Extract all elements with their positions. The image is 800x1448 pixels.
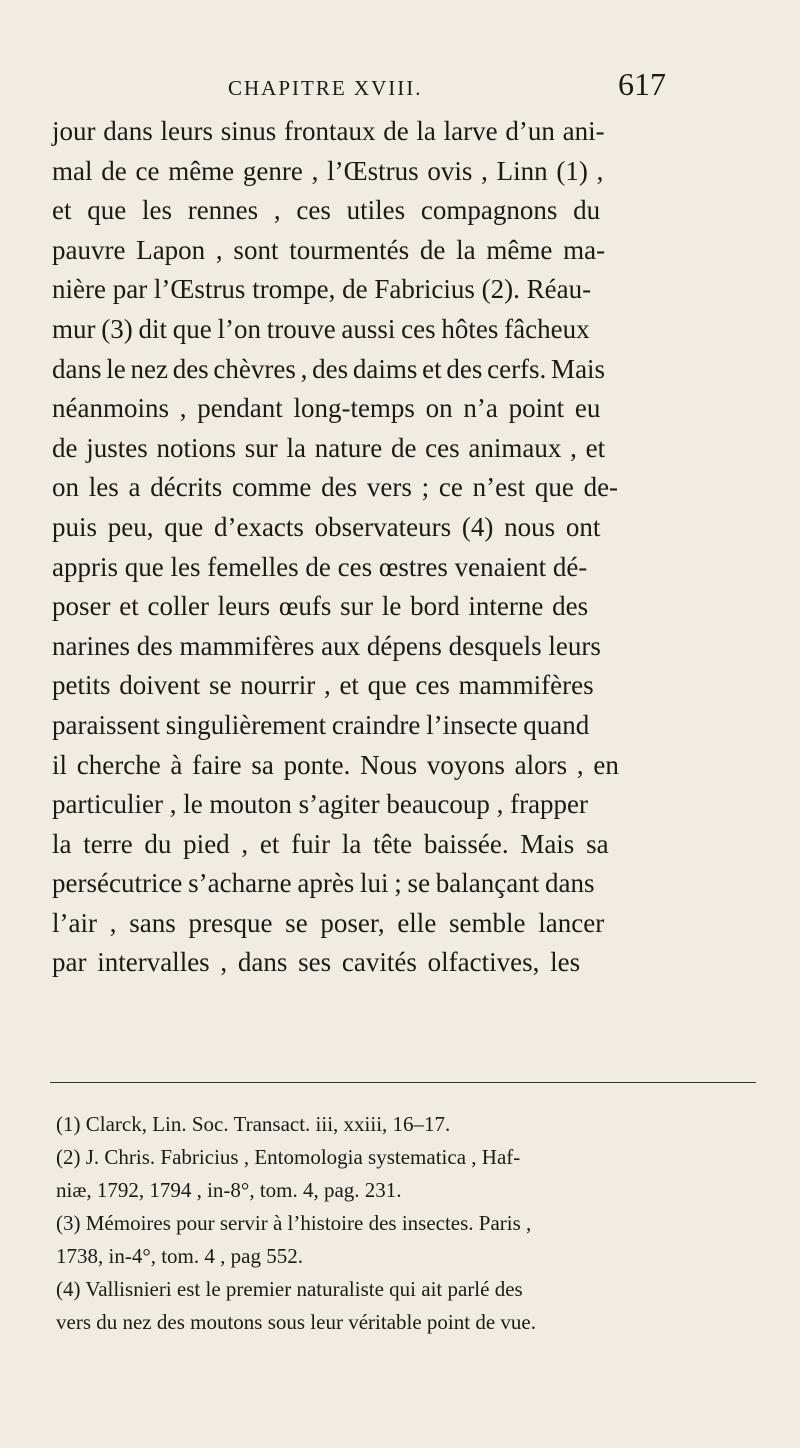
text-line: il cherche à faire sa ponte. Nous voyons alors , en <box>52 749 619 780</box>
text-line: la terre du pied , et fuir la tête baissée. Mais sa <box>52 828 609 859</box>
footnote-line: (1) Clarck, Lin. Soc. Transact. iii, xxiii, 16–17. <box>56 1112 451 1136</box>
text-line: persécutrice s’acharne après lui ; se balançant dans <box>52 868 595 899</box>
body-text <box>52 112 752 983</box>
footnotes <box>52 1108 752 1339</box>
text-line: et que les rennes , ces utiles compagnons du <box>52 195 601 226</box>
footnote-line: 1738, in-4°, tom. 4 , pag 552. <box>56 1244 303 1268</box>
text-line: particulier , le mouton s’agiter beaucoup , frapper <box>52 789 589 820</box>
text-line: puis peu, que d’exacts observateurs (4) nous ont <box>52 511 601 542</box>
footnote-line: (2) J. Chris. Fabricius , Entomologia systematica , Haf- <box>56 1145 521 1169</box>
page-number: 617 <box>618 66 666 102</box>
text-line: mal de ce même genre , l’Œstrus ovis , Linn (1) , <box>52 155 604 186</box>
text-line: par intervalles , dans ses cavités olfactives, les <box>52 947 581 978</box>
text-line: l’air , sans presque se poser, elle semble lancer <box>52 907 605 938</box>
text-line: poser et coller leurs œufs sur le bord interne des <box>52 591 589 622</box>
text-line: néanmoins , pendant long-temps on n’a point eu <box>52 393 601 424</box>
text-line: pauvre Lapon , sont tourmentés de la même ma- <box>52 234 606 265</box>
page-header <box>0 66 800 110</box>
footnote-line: (3) Mémoires pour servir à l’histoire des insectes. Paris , <box>56 1211 532 1235</box>
footnote-line: vers du nez des moutons sous leur véritable point de vue. <box>56 1310 536 1334</box>
footnote-rule <box>50 1082 756 1083</box>
text-line: nière par l’Œstrus trompe, de Fabricius (2). Réau- <box>52 274 592 305</box>
footnote-line: (4) Vallisnieri est le premier naturaliste qui ait parlé des <box>56 1277 523 1301</box>
text-line: dans le nez des chèvres , des daims et des cerfs. Mais <box>52 353 606 384</box>
text-line: petits doivent se nourrir , et que ces mammifères <box>52 670 594 701</box>
text-line: jour dans leurs sinus frontaux de la larve d’un ani- <box>52 116 605 146</box>
footnote-line: niæ, 1792, 1794 , in-8°, tom. 4, pag. 231. <box>56 1178 402 1202</box>
text-line: narines des mammifères aux dépens desquels leurs <box>52 630 601 661</box>
text-line: paraissent singulièrement craindre l’insecte quand <box>52 709 590 740</box>
text-line: de justes notions sur la nature de ces animaux , et <box>52 432 606 463</box>
text-line: mur (3) dit que l’on trouve aussi ces hôtes fâcheux <box>52 313 590 344</box>
text-line: on les a décrits comme des vers ; ce n’est que de- <box>52 472 619 503</box>
running-head: CHAPITRE XVIII. <box>228 76 423 100</box>
text-line: appris que les femelles de ces œstres venaient dé- <box>52 551 588 582</box>
